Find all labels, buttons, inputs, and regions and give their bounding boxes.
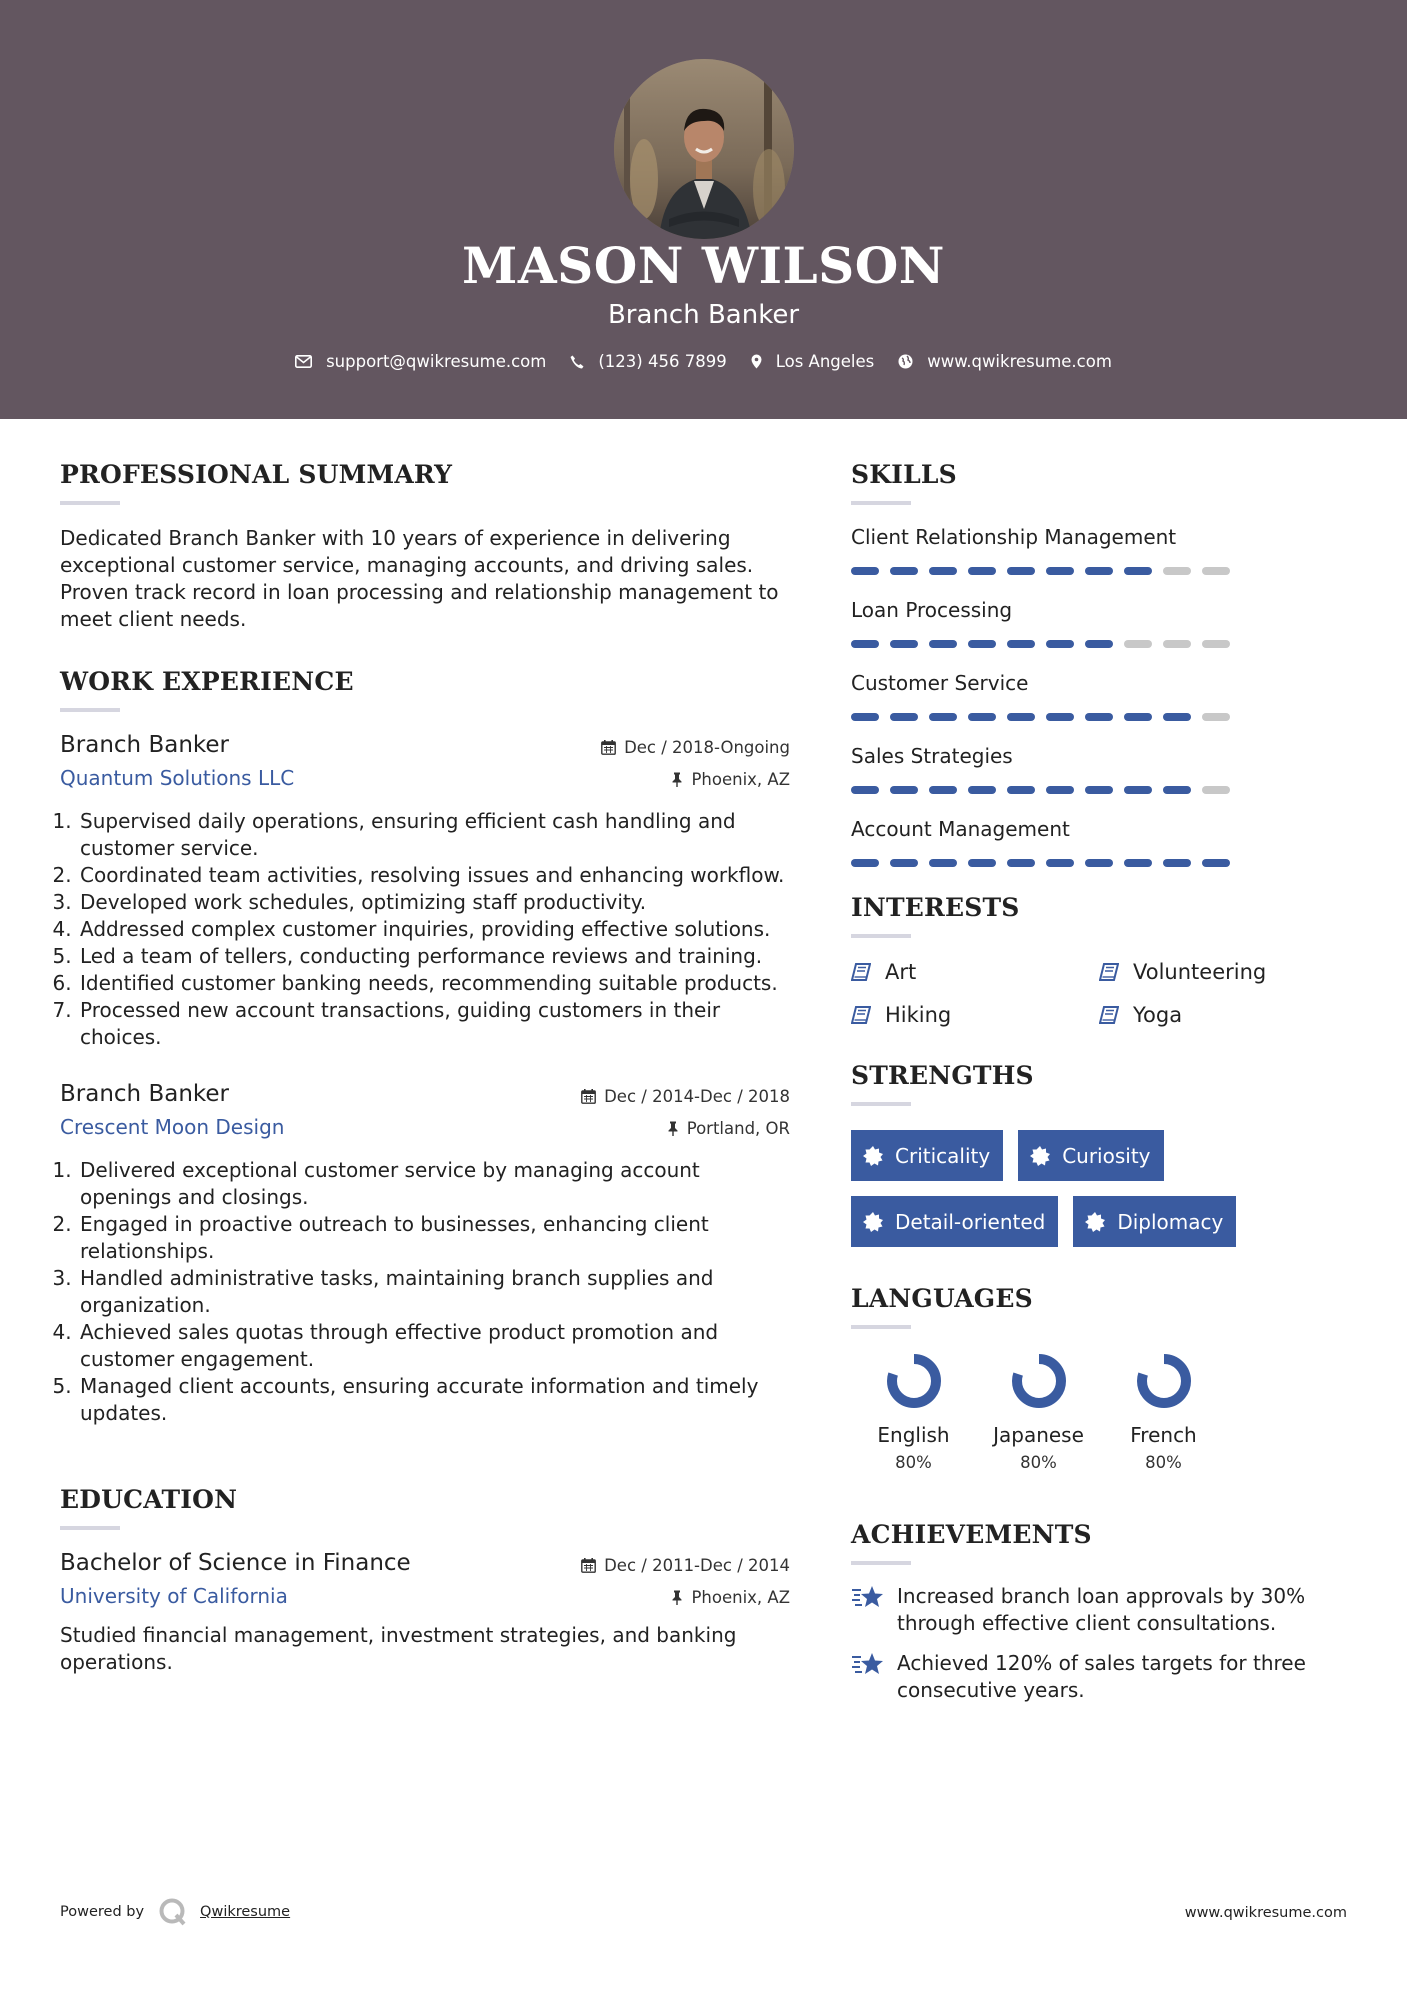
languages-section — [851, 1284, 1351, 1472]
calendar-icon — [581, 1089, 596, 1104]
rating-dot-filled — [968, 859, 996, 867]
interest-label: Hiking — [885, 1003, 952, 1027]
language-level: 80% — [895, 1453, 932, 1472]
strengths-heading: STRENGTHS — [851, 1061, 1034, 1090]
job-duties — [60, 1157, 790, 1427]
rating-dot-filled — [929, 640, 957, 648]
language-item — [976, 1351, 1101, 1472]
interests-heading: INTERESTS — [851, 893, 1020, 922]
education-description: Studied financial management, investment strategies, and banking operations. — [60, 1623, 737, 1674]
candidate-title: Branch Banker — [607, 300, 800, 330]
summary-heading: PROFESSIONAL SUMMARY — [60, 460, 453, 489]
pushpin-icon — [671, 1590, 683, 1605]
rating-dot-filled — [851, 786, 879, 794]
rating-dot-filled — [890, 786, 918, 794]
phone-icon — [570, 355, 584, 369]
job-company: Crescent Moon Design — [60, 1115, 285, 1139]
skill-rating — [851, 713, 1351, 721]
rating-dot-filled — [1163, 859, 1191, 867]
language-level: 80% — [1145, 1453, 1182, 1472]
rating-dot-filled — [929, 859, 957, 867]
strength-badge — [851, 1130, 1003, 1181]
job-title: Branch Banker — [60, 732, 229, 758]
badge-star-icon — [1085, 1212, 1105, 1232]
skill-item — [851, 598, 1351, 648]
rating-dot-filled — [929, 786, 957, 794]
rating-dot-filled — [1163, 713, 1191, 721]
list-item: 1. Delivered exceptional customer service by managing account openings and closings. — [78, 1157, 790, 1211]
rating-dot-filled — [1007, 713, 1035, 721]
book-icon — [851, 963, 871, 982]
skill-rating — [851, 567, 1351, 575]
website-text: www.qwikresume.com — [927, 352, 1112, 371]
map-pin-icon — [751, 354, 762, 369]
strength-badge — [1073, 1196, 1236, 1247]
skill-item — [851, 525, 1351, 575]
interests-section — [851, 893, 1351, 1027]
list-item: 7. Processed new account transactions, guiding customers in their choices. — [78, 997, 790, 1051]
rating-dot-filled — [1124, 567, 1152, 575]
job-location — [667, 1119, 790, 1138]
heading-divider — [851, 1102, 911, 1106]
rating-dot-filled — [1202, 859, 1230, 867]
rating-dot-filled — [890, 713, 918, 721]
list-item — [851, 960, 1099, 984]
progress-arc — [1142, 1359, 1186, 1403]
rating-dot-filled — [1124, 859, 1152, 867]
progress-arc — [1017, 1359, 1061, 1403]
calendar-icon — [581, 1558, 596, 1573]
location-text: Los Angeles — [775, 352, 875, 371]
list-item: 4. Addressed complex customer inquiries, providing effective solutions. — [78, 916, 790, 943]
envelope-icon — [295, 355, 312, 368]
strength-label: Criticality — [895, 1143, 991, 1168]
profile-photo — [614, 59, 794, 239]
book-icon — [1099, 1006, 1119, 1025]
book-icon — [1099, 963, 1119, 982]
rating-dot-empty — [1202, 640, 1230, 648]
rating-dot-filled — [1085, 786, 1113, 794]
rating-dot-filled — [851, 567, 879, 575]
skill-item — [851, 817, 1351, 867]
language-progress-ring — [1134, 1351, 1194, 1411]
skill-name: Loan Processing — [851, 598, 1013, 622]
list-item: 1. Supervised daily operations, ensuring efficient cash handling and customer service. — [78, 808, 790, 862]
right-column — [851, 460, 1351, 1704]
degree-title: Bachelor of Science in Finance — [60, 1550, 411, 1576]
skill-item — [851, 671, 1351, 721]
badge-star-icon — [863, 1146, 883, 1166]
language-item — [1101, 1351, 1226, 1472]
interest-label: Art — [885, 960, 917, 984]
left-column — [60, 460, 790, 1676]
skill-rating — [851, 786, 1351, 794]
skills-list — [851, 525, 1351, 867]
heading-divider — [60, 708, 120, 712]
job-date — [581, 1087, 790, 1106]
contact-email[interactable] — [295, 352, 546, 371]
strengths-section — [851, 1061, 1351, 1262]
rating-dot-filled — [1046, 567, 1074, 575]
strength-label: Curiosity — [1062, 1143, 1151, 1168]
job-date — [601, 738, 790, 757]
badge-star-icon — [863, 1212, 883, 1232]
languages-list — [851, 1351, 1351, 1472]
rating-dot-filled — [1007, 640, 1035, 648]
experience-section — [60, 667, 790, 1427]
job-duties — [60, 808, 790, 1051]
achievement-text: Achieved 120% of sales targets for three consecutive years. — [897, 1651, 1306, 1702]
brand-link[interactable]: Qwikresume — [200, 1904, 291, 1920]
powered-by-label: Powered by — [60, 1904, 145, 1920]
strengths-list — [851, 1130, 1311, 1262]
rating-dot-empty — [1163, 567, 1191, 575]
shooting-star-icon — [851, 1585, 885, 1609]
rating-dot-filled — [890, 859, 918, 867]
strength-label: Diplomacy — [1117, 1209, 1224, 1234]
rating-dot-empty — [1202, 567, 1230, 575]
rating-dot-filled — [1046, 859, 1074, 867]
powered-by — [60, 1897, 290, 1927]
strength-badge — [851, 1196, 1058, 1247]
rating-dot-filled — [851, 859, 879, 867]
rating-dot-filled — [1007, 786, 1035, 794]
experience-heading: WORK EXPERIENCE — [60, 667, 354, 696]
language-progress-ring — [1009, 1351, 1069, 1411]
strength-badge — [1018, 1130, 1163, 1181]
rating-dot-filled — [890, 567, 918, 575]
education-location-text: Phoenix, AZ — [691, 1588, 790, 1607]
rating-dot-filled — [968, 640, 996, 648]
job-location-text: Portland, OR — [686, 1119, 790, 1138]
rating-dot-filled — [1085, 859, 1113, 867]
job-title: Branch Banker — [60, 1081, 229, 1107]
contact-website[interactable] — [898, 352, 1112, 371]
education-entry — [60, 1550, 790, 1676]
list-item: 3. Developed work schedules, optimizing staff productivity. — [78, 889, 790, 916]
language-level: 80% — [1020, 1453, 1057, 1472]
rating-dot-filled — [1085, 713, 1113, 721]
rating-dot-filled — [1007, 567, 1035, 575]
list-item: 5. Managed client accounts, ensuring accurate information and timely updates. — [78, 1373, 790, 1427]
interests-list — [851, 960, 1351, 1027]
interest-label: Yoga — [1133, 1003, 1183, 1027]
language-name: English — [877, 1423, 950, 1447]
heading-divider — [851, 934, 911, 938]
pushpin-icon — [667, 1121, 679, 1136]
languages-heading: LANGUAGES — [851, 1284, 1033, 1313]
job-location — [671, 770, 790, 789]
resume-header — [0, 0, 1407, 419]
shooting-star-icon — [851, 1652, 885, 1676]
heading-divider — [851, 1561, 911, 1565]
list-item: 4. Achieved sales quotas through effective product promotion and customer engagement. — [78, 1319, 790, 1373]
school-name: University of California — [60, 1584, 288, 1608]
skill-item — [851, 744, 1351, 794]
list-item: 3. Handled administrative tasks, maintaining branch supplies and organization. — [78, 1265, 790, 1319]
skill-rating — [851, 640, 1351, 648]
rating-dot-filled — [929, 713, 957, 721]
rating-dot-filled — [890, 640, 918, 648]
achievements-heading: ACHIEVEMENTS — [851, 1520, 1092, 1549]
progress-arc — [892, 1359, 936, 1403]
contact-location — [751, 352, 875, 371]
rating-dot-empty — [1202, 713, 1230, 721]
rating-dot-filled — [1046, 713, 1074, 721]
footer-website[interactable]: www.qwikresume.com — [1184, 1905, 1347, 1921]
heading-divider — [851, 1325, 911, 1329]
contact-phone[interactable] — [570, 352, 726, 371]
rating-dot-filled — [1085, 567, 1113, 575]
language-name: French — [1130, 1423, 1197, 1447]
education-section — [60, 1485, 790, 1676]
education-location — [671, 1588, 790, 1607]
skill-name: Account Management — [851, 817, 1070, 841]
rating-dot-filled — [1046, 640, 1074, 648]
badge-star-icon — [1030, 1146, 1050, 1166]
list-item — [851, 1003, 1099, 1027]
list-item: 2. Coordinated team activities, resolving issues and enhancing workflow. — [78, 862, 790, 889]
rating-dot-filled — [1124, 713, 1152, 721]
book-icon — [851, 1006, 871, 1025]
list-item: 6. Identified customer banking needs, recommending suitable products. — [78, 970, 790, 997]
heading-divider — [60, 501, 120, 505]
rating-dot-filled — [968, 567, 996, 575]
skill-rating — [851, 859, 1351, 867]
interest-label: Volunteering — [1133, 960, 1267, 984]
skills-section — [851, 460, 1351, 867]
rating-dot-filled — [1163, 786, 1191, 794]
strength-label: Detail-oriented — [895, 1209, 1046, 1234]
rating-dot-empty — [1163, 640, 1191, 648]
achievement-item — [851, 1650, 1351, 1704]
phone-text: (123) 456 7899 — [598, 352, 727, 371]
language-item — [851, 1351, 976, 1472]
candidate-name: MASON WILSON — [462, 236, 945, 295]
achievements-section — [851, 1520, 1351, 1704]
calendar-icon — [601, 740, 616, 755]
rating-dot-empty — [1202, 786, 1230, 794]
job-entry — [60, 1081, 790, 1427]
achievement-text: Increased branch loan approvals by 30% through effective client consultations. — [897, 1584, 1306, 1635]
skill-name: Sales Strategies — [851, 744, 1013, 768]
education-date-text: Dec / 2011-Dec / 2014 — [604, 1556, 790, 1575]
list-item — [1099, 960, 1347, 984]
qwikresume-logo-icon — [158, 1897, 188, 1927]
language-progress-ring — [884, 1351, 944, 1411]
skill-name: Client Relationship Management — [851, 525, 1177, 549]
job-date-text: Dec / 2014-Dec / 2018 — [604, 1087, 790, 1106]
contact-bar — [0, 352, 1407, 371]
rating-dot-filled — [851, 713, 879, 721]
rating-dot-empty — [1124, 640, 1152, 648]
job-entry — [60, 732, 790, 1051]
globe-icon — [898, 354, 913, 369]
heading-divider — [60, 1526, 120, 1530]
achievement-item — [851, 1583, 1351, 1637]
list-item: 2. Engaged in proactive outreach to businesses, enhancing client relationships. — [78, 1211, 790, 1265]
job-company: Quantum Solutions LLC — [60, 766, 295, 790]
rating-dot-filled — [851, 640, 879, 648]
rating-dot-filled — [1007, 859, 1035, 867]
rating-dot-filled — [1085, 640, 1113, 648]
education-heading: EDUCATION — [60, 1485, 238, 1514]
skill-name: Customer Service — [851, 671, 1029, 695]
rating-dot-filled — [968, 786, 996, 794]
rating-dot-filled — [968, 713, 996, 721]
email-text: support@qwikresume.com — [326, 352, 547, 371]
list-item: 5. Led a team of tellers, conducting performance reviews and training. — [78, 943, 790, 970]
rating-dot-filled — [929, 567, 957, 575]
job-location-text: Phoenix, AZ — [691, 770, 790, 789]
summary-section — [60, 460, 790, 633]
summary-text: Dedicated Branch Banker with 10 years of experience in delivering exceptional customer service, managing accounts, and driving sales. Proven track record in loan processing and relationship management to meet client needs. — [60, 526, 779, 631]
skills-heading: SKILLS — [851, 460, 957, 489]
list-item — [1099, 1003, 1347, 1027]
job-date-text: Dec / 2018-Ongoing — [624, 738, 790, 757]
pushpin-icon — [671, 772, 683, 787]
rating-dot-filled — [1124, 786, 1152, 794]
rating-dot-filled — [1046, 786, 1074, 794]
heading-divider — [851, 501, 911, 505]
education-date — [581, 1556, 790, 1575]
language-name: Japanese — [993, 1423, 1084, 1447]
